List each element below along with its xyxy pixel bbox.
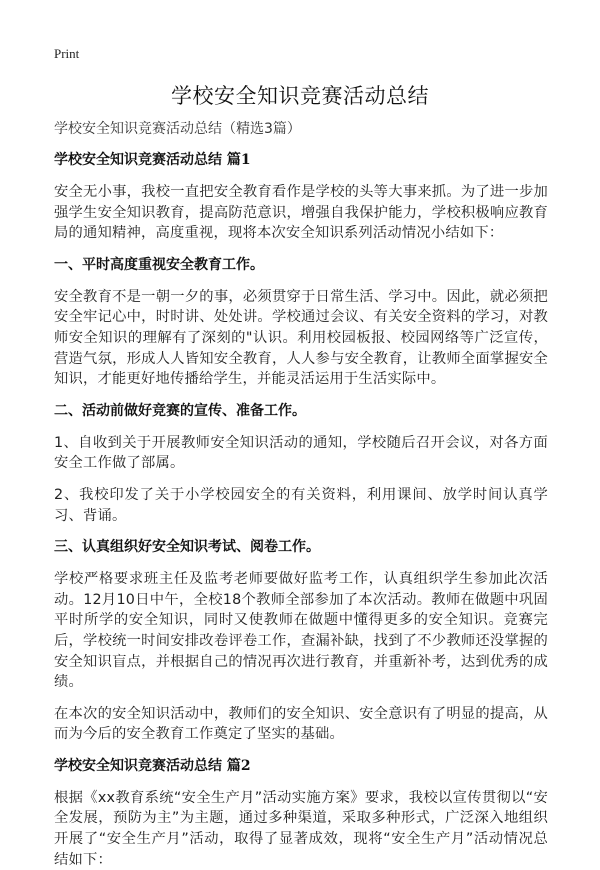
paragraph: 安全无小事，我校一直把安全教育看作是学校的头等大事来抓。为了进一步加强学生安全知识教育，提高防范意识，增强自我保护能力，学校积极响应教育局的通知精神，高度重视，现将本次安全知识系列活动情况小结如下：: [54, 184, 548, 242]
print-label: Print: [54, 46, 80, 61]
page-title: 学校安全知识竞赛活动总结: [171, 84, 429, 108]
section-heading-3: 三、认真组织好安全知识考试、阅卷工作。: [54, 539, 320, 556]
paragraph: 安全教育不是一朝一夕的事，必须贯穿于日常生活、学习中。因此，就必须把安全牢记心中，时时讲、处处讲。学校通过会议、有关安全资料的学习，对教师安全知识的理解有了深刻的"认识。利用校园板报、校园网络等广泛宣传，营造气氛，形成人人皆知安全教育，人人参与安全教育，让教师全面掌握安全知识，才能更好地传播给学生，并能灵活运用于生活实际中。: [54, 288, 548, 388]
paragraph: 2、我校印发了关于小学校园安全的有关资料，利用课间、放学时间认真学习、背诵。: [54, 486, 548, 524]
paragraph: 根据《xx教育系统“安全生产月”活动实施方案》要求，我校以宣传贯彻以“安全发展，预防为主”为主题，通过多种渠道，采取多种形式，广泛深入地组织开展了“安全生产月”活动，取得了显著成效，现将“安全生产月”活动情况总结如下：: [54, 789, 548, 868]
paragraph: 1、自收到关于开展教师安全知识活动的通知，学校随后召开会议，对各方面安全工作做了部属。: [54, 434, 548, 472]
paragraph: 学校严格要求班主任及监考老师要做好监考工作，认真组织学生参加此次活动。12月10日中午，全校18个教师全部参加了本次活动。教师在做题中巩固平时所学的安全知识，同时又使教师在做题中懂得更多的安全知识。竞赛完后，学校统一时间安排改卷评卷工作，查漏补缺，找到了不少教师还没掌握的安全知识盲点，并根据自己的情况再次进行教育，并重新补考，达到优秀的成绩。: [54, 571, 548, 691]
section-heading-1: 一、平时高度重视安全教育工作。: [54, 256, 264, 273]
document-body: [54, 150, 548, 870]
page-subtitle: 学校安全知识竞赛活动总结（精选3篇）: [54, 121, 301, 137]
section-heading-2: 二、活动前做好竞赛的宣传、准备工作。: [54, 402, 306, 419]
section-heading-article-2: 学校安全知识竞赛活动总结 篇2: [54, 757, 251, 774]
section-heading-article-1: 学校安全知识竞赛活动总结 篇1: [54, 152, 251, 168]
paragraph: 在本次的安全知识活动中，教师们的安全知识、安全意识有了明显的提高，从而为今后的安全教育工作奠定了坚实的基础。: [54, 705, 548, 743]
